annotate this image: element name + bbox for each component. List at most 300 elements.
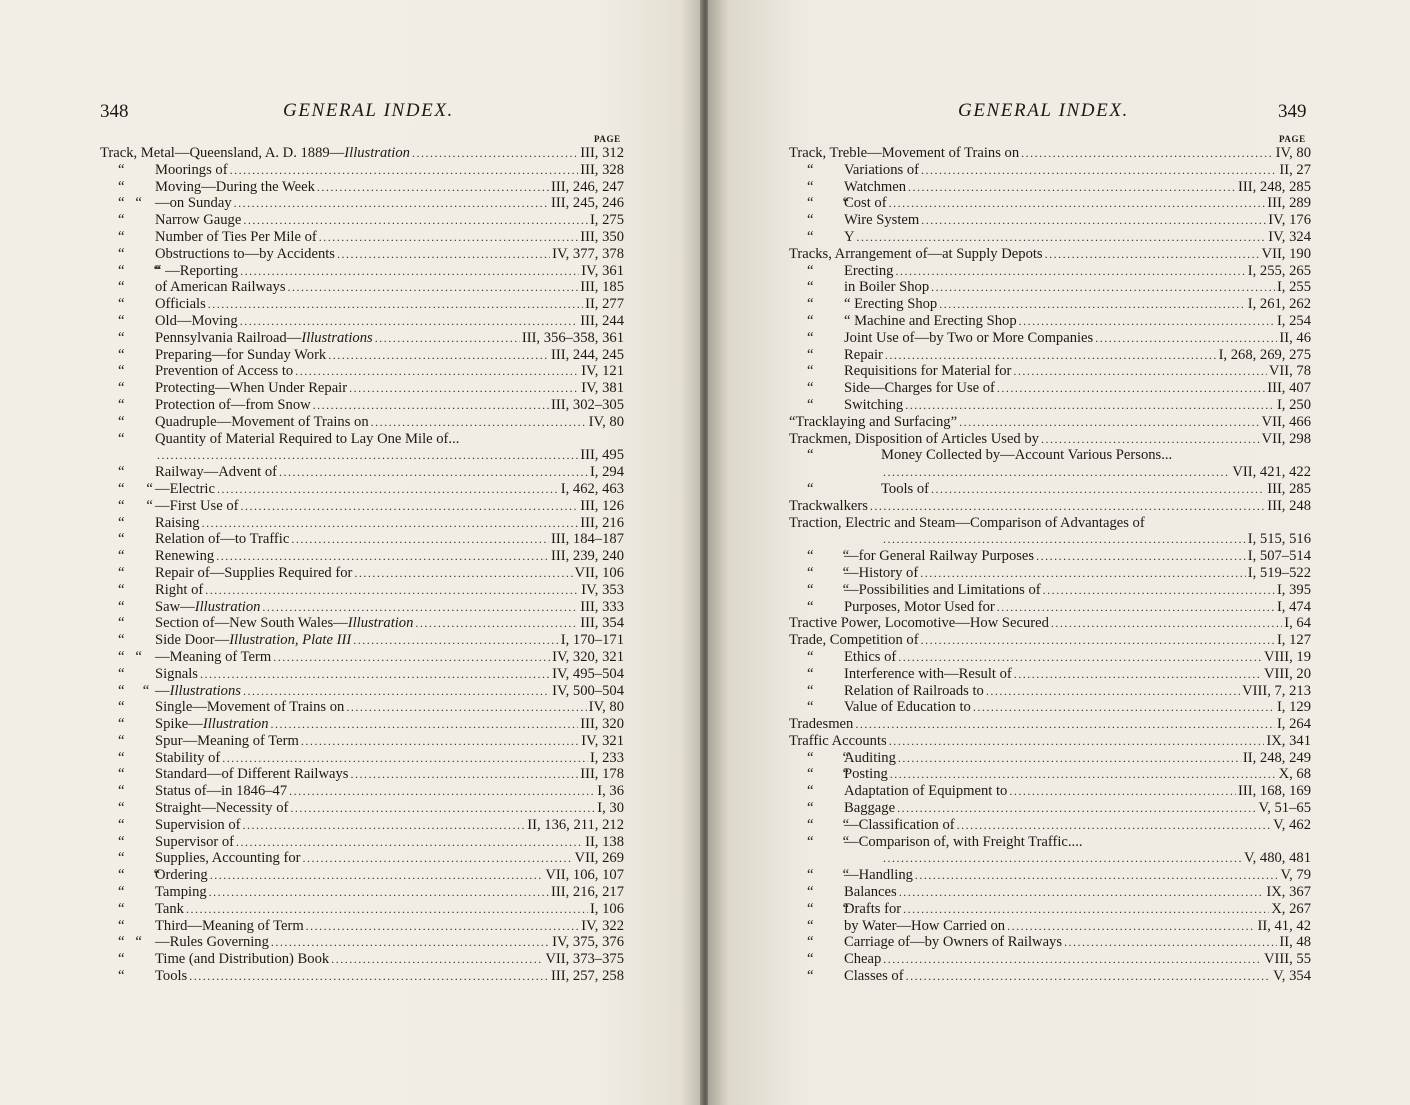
page-reference: I, 127 xyxy=(1276,632,1311,649)
index-entry xyxy=(100,296,624,313)
ditto-mark: “ xyxy=(118,833,125,850)
entry-text: Narrow Gauge xyxy=(155,212,242,229)
index-entry xyxy=(789,464,1311,481)
dot-leader xyxy=(209,884,549,901)
ditto-mark: “ “ xyxy=(118,648,142,665)
page-reference: IV, 495–504 xyxy=(552,665,624,682)
entry-text: Repair of—Supplies Required for xyxy=(155,564,353,581)
ditto-mark: “ xyxy=(118,598,125,615)
running-head: GENERAL INDEX. xyxy=(283,100,454,121)
index-entry xyxy=(100,817,624,834)
page-reference: VII, 106, 107 xyxy=(545,867,624,884)
dot-leader xyxy=(328,347,549,364)
dot-leader xyxy=(319,229,578,246)
ditto-mark: “ xyxy=(807,968,814,985)
ditto-mark: “ xyxy=(807,665,814,682)
ditto-mark: “ xyxy=(118,312,125,329)
dot-leader xyxy=(241,498,579,515)
page-reference: IV, 361 xyxy=(581,262,624,279)
dot-leader xyxy=(243,212,588,229)
index-entry xyxy=(100,750,624,767)
page-reference: VII, 269 xyxy=(574,850,624,867)
page-reference: IV, 321 xyxy=(581,732,624,749)
ditto-mark: “ “ xyxy=(807,564,850,581)
ditto-mark: “ “ xyxy=(807,548,850,565)
page-reference: III, 333 xyxy=(580,598,624,615)
entry-text: Balances xyxy=(844,884,897,901)
index-entry xyxy=(100,834,624,851)
index-entry xyxy=(789,901,1311,918)
index-entry xyxy=(789,834,1311,851)
ditto-mark: “ xyxy=(118,699,125,716)
entry-text: Baggage xyxy=(844,800,896,817)
entry-text: —Electric xyxy=(155,480,215,497)
page-reference: VII, 373–375 xyxy=(545,951,624,968)
dot-leader xyxy=(313,397,549,414)
entry-text: Spur—Meaning of Term xyxy=(155,732,299,749)
index-entry xyxy=(789,296,1311,313)
index-entry xyxy=(789,162,1311,179)
entry-text: Tools xyxy=(155,968,188,985)
index-entry xyxy=(789,195,1311,212)
ditto-mark: “ “ xyxy=(118,682,150,699)
index-entry xyxy=(789,649,1311,666)
page-reference: II, 27 xyxy=(1279,161,1311,178)
index-entry xyxy=(789,750,1311,767)
entry-text: Tradesmen xyxy=(789,716,854,733)
page-reference: IV, 375, 376 xyxy=(552,934,624,951)
index-entry xyxy=(789,212,1311,229)
index-entry xyxy=(100,464,624,481)
entry-text: of American Railways xyxy=(155,279,286,296)
page-reference: III, 126 xyxy=(580,497,624,514)
ditto-mark: “ xyxy=(118,296,125,313)
index-entry xyxy=(789,565,1311,582)
ditto-mark: “ “ xyxy=(807,581,850,598)
left-page xyxy=(0,0,702,1105)
entry-text: Section of—New South Wales—Illustration xyxy=(155,615,414,632)
page-reference: II, 248, 249 xyxy=(1242,749,1311,766)
entry-text: Number of Ties Per Mile of xyxy=(155,228,317,245)
entry-text: Ordering xyxy=(155,867,208,884)
page-reference: V, 480, 481 xyxy=(1243,850,1311,867)
page-reference: III, 350 xyxy=(580,228,624,245)
entry-text: Old—Moving xyxy=(155,312,238,329)
dot-leader xyxy=(303,850,573,867)
index-entry xyxy=(789,817,1311,834)
dot-leader xyxy=(262,599,578,616)
index-entry xyxy=(100,666,624,683)
page-reference: I, 233 xyxy=(589,749,624,766)
page-reference: III, 257, 258 xyxy=(551,968,624,985)
entry-text: Adaptation of Equipment to xyxy=(844,783,1008,800)
page-reference: VII, 190 xyxy=(1261,245,1311,262)
page-reference: III, 356–358, 361 xyxy=(521,329,624,346)
index-entry xyxy=(100,246,624,263)
entry-text: in Boiler Shop xyxy=(844,279,930,296)
ditto-mark: “ xyxy=(807,951,814,968)
dot-leader xyxy=(240,313,579,330)
index-entry xyxy=(789,330,1311,347)
index-entry xyxy=(789,263,1311,280)
dot-leader xyxy=(1007,918,1255,935)
page-reference: III, 285 xyxy=(1267,480,1311,497)
entry-text: “ —Reporting xyxy=(155,262,239,279)
entry-text: Tractive Power, Locomotive—How Secured xyxy=(789,615,1049,632)
page-reference: VII, 106 xyxy=(574,564,624,581)
page-reference: IV, 176 xyxy=(1268,212,1311,229)
ditto-mark: “ “ xyxy=(118,262,161,279)
page-reference: III, 246, 247 xyxy=(551,178,624,195)
page-reference: II, 46 xyxy=(1279,329,1311,346)
dot-leader xyxy=(973,699,1275,716)
page-reference: II, 48 xyxy=(1279,934,1311,951)
entry-text: Tracks, Arrangement of—at Supply Depots xyxy=(789,245,1043,262)
index-entry xyxy=(789,431,1311,448)
page-reference: VIII, 20 xyxy=(1263,665,1311,682)
ditto-mark: “ xyxy=(118,850,125,867)
index-entry xyxy=(789,531,1311,548)
entry-text: Auditing xyxy=(844,749,896,766)
index-entry xyxy=(789,783,1311,800)
page-reference: VII, 298 xyxy=(1261,430,1311,447)
ditto-mark: “ xyxy=(807,228,814,245)
dot-leader xyxy=(1064,934,1277,951)
ditto-mark: “ xyxy=(118,212,125,229)
page-reference: III, 239, 240 xyxy=(551,548,624,565)
entry-text: Time (and Distribution) Book xyxy=(155,951,330,968)
index-entry xyxy=(100,800,624,817)
index-entry xyxy=(789,699,1311,716)
dot-leader xyxy=(957,817,1271,834)
entry-text: —First Use of xyxy=(155,497,239,514)
dot-leader xyxy=(890,766,1277,783)
index-entry xyxy=(789,347,1311,364)
entry-text: Third—Meaning of Term xyxy=(155,917,304,934)
index-entry xyxy=(100,783,624,800)
entry-text: —Meaning of Term xyxy=(155,648,272,665)
page-reference: II, 41, 42 xyxy=(1257,917,1311,934)
ditto-mark: “ xyxy=(807,212,814,229)
index-entry xyxy=(789,447,1311,464)
entry-text: —Illustrations xyxy=(155,682,241,699)
page-reference: V, 51–65 xyxy=(1258,800,1311,817)
page-reference: IX, 341 xyxy=(1266,732,1311,749)
dot-leader xyxy=(271,716,579,733)
dot-leader xyxy=(271,934,550,951)
ditto-mark: “ xyxy=(118,380,125,397)
dot-leader xyxy=(301,733,579,750)
entry-text: Renewing xyxy=(155,548,215,565)
entry-text: Repair xyxy=(844,346,883,363)
dot-leader xyxy=(291,531,549,548)
index-entry xyxy=(100,582,624,599)
entry-text: Variations of xyxy=(844,161,919,178)
index-entry xyxy=(789,850,1311,867)
index-entry xyxy=(100,347,624,364)
dot-leader xyxy=(208,296,583,313)
dot-leader xyxy=(1009,783,1236,800)
dot-leader xyxy=(997,599,1275,616)
dot-leader xyxy=(240,263,579,280)
index-entry xyxy=(100,683,624,700)
index-entry xyxy=(100,951,624,968)
dot-leader xyxy=(222,750,588,767)
ditto-mark: “ xyxy=(118,245,125,262)
index-entry xyxy=(789,733,1311,750)
index-entry xyxy=(789,918,1311,935)
page-reference: VIII, 7, 213 xyxy=(1242,682,1311,699)
entry-text: Side—Charges for Use of xyxy=(844,380,995,397)
entry-text: Cost of xyxy=(844,195,887,212)
index-entry xyxy=(100,162,624,179)
entry-text: Posting xyxy=(844,766,888,783)
dot-leader xyxy=(1013,363,1266,380)
entry-text: Supervision of xyxy=(155,816,241,833)
page-reference: V, 354 xyxy=(1273,968,1311,985)
page-reference: I, 261, 262 xyxy=(1247,296,1311,313)
index-entry xyxy=(789,246,1311,263)
index-entry xyxy=(100,179,624,196)
dot-leader xyxy=(920,565,1246,582)
index-entry xyxy=(100,548,624,565)
dot-leader xyxy=(883,464,1230,481)
dot-leader xyxy=(157,447,578,464)
entry-text: Signals xyxy=(155,665,198,682)
entry-text: Y xyxy=(844,228,855,245)
ditto-mark: “ “ xyxy=(807,833,850,850)
index-entry xyxy=(100,934,624,951)
index-entry xyxy=(100,279,624,296)
ditto-mark: “ xyxy=(807,346,814,363)
index-entry xyxy=(100,531,624,548)
index-entry xyxy=(789,934,1311,951)
dot-leader xyxy=(375,330,520,347)
entry-text: Joint Use of—by Two or More Companies xyxy=(844,329,1094,346)
dot-leader xyxy=(915,867,1279,884)
dot-leader xyxy=(349,380,579,397)
entry-text: Carriage of—by Owners of Railways xyxy=(844,934,1063,951)
entry-text: —Classification of xyxy=(844,816,955,833)
index-entry xyxy=(789,599,1311,616)
index-entry xyxy=(100,498,624,515)
ditto-mark: “ xyxy=(807,262,814,279)
dot-leader xyxy=(337,246,550,263)
page-reference: I, 294 xyxy=(589,464,624,481)
entry-text: Cheap xyxy=(844,951,882,968)
entry-text: —Handling xyxy=(844,867,913,884)
entry-text: Requisitions for Material for xyxy=(844,363,1012,380)
page-reference: I, 64 xyxy=(1284,615,1311,632)
page-reference: I, 254 xyxy=(1276,312,1311,329)
index-entry xyxy=(100,447,624,464)
entry-text: Stability of xyxy=(155,749,221,766)
dot-leader xyxy=(346,699,586,716)
dot-leader xyxy=(1045,246,1260,263)
page-reference: III, 245, 246 xyxy=(551,195,624,212)
entry-text: Right of xyxy=(155,581,204,598)
index-entry xyxy=(100,363,624,380)
running-head: GENERAL INDEX. xyxy=(958,100,1129,121)
index-entry xyxy=(789,414,1311,431)
index-entry xyxy=(789,884,1311,901)
entry-text: Relation of—to Traffic xyxy=(155,531,290,548)
page-reference: III, 244 xyxy=(580,312,624,329)
entry-text: —Comparison of, with Freight Traffic.... xyxy=(844,833,1083,850)
index-entry xyxy=(789,498,1311,515)
page-reference: V, 462 xyxy=(1273,816,1311,833)
entry-text: Trade, Competition of xyxy=(789,632,919,649)
page-reference: I, 275 xyxy=(589,212,624,229)
dot-leader xyxy=(986,683,1240,700)
dot-leader xyxy=(234,195,549,212)
dot-leader xyxy=(905,397,1275,414)
dot-leader xyxy=(290,800,595,817)
ditto-mark: “ xyxy=(807,279,814,296)
dot-leader xyxy=(236,834,583,851)
entry-text: Standard—of Different Railways xyxy=(155,766,349,783)
index-entry xyxy=(789,800,1311,817)
dot-leader xyxy=(870,498,1265,515)
dot-leader xyxy=(230,162,579,179)
dot-leader xyxy=(371,414,587,431)
index-entry xyxy=(100,263,624,280)
entry-text: Spike—Illustration xyxy=(155,716,269,733)
ditto-mark: “ xyxy=(807,178,814,195)
entry-text: “ Machine and Erecting Shop xyxy=(844,312,1017,329)
index-entry xyxy=(100,884,624,901)
dot-leader xyxy=(939,296,1246,313)
page-reference: III, 320 xyxy=(580,716,624,733)
page-reference: III, 312 xyxy=(580,145,624,161)
index-entry xyxy=(789,716,1311,733)
ditto-mark: “ xyxy=(118,615,125,632)
page-number: 348 xyxy=(100,101,129,122)
dot-leader xyxy=(931,279,1275,296)
page-reference: IV, 80 xyxy=(1275,145,1311,161)
dot-leader xyxy=(210,867,544,884)
index-entry xyxy=(100,212,624,229)
entry-text: Classes of xyxy=(844,968,904,985)
ditto-mark: “ xyxy=(118,228,125,245)
page-reference: I, 106 xyxy=(589,900,624,917)
index-entry xyxy=(789,380,1311,397)
entry-text: by Water—How Carried on xyxy=(844,917,1006,934)
index-entry xyxy=(789,145,1311,162)
index-entry xyxy=(789,951,1311,968)
index-entry xyxy=(789,548,1311,565)
entry-text: Value of Education to xyxy=(844,699,971,716)
dot-leader xyxy=(243,683,550,700)
index-entry xyxy=(100,565,624,582)
ditto-mark: “ xyxy=(118,514,125,531)
page-reference: I, 30 xyxy=(597,800,624,817)
ditto-mark: “ xyxy=(118,564,125,581)
ditto-mark: “ “ xyxy=(118,195,142,212)
index-entry xyxy=(100,968,624,985)
ditto-mark: “ xyxy=(807,380,814,397)
page-reference: IV, 500–504 xyxy=(552,682,624,699)
ditto-mark: “ xyxy=(807,783,814,800)
ditto-mark: “ xyxy=(118,716,125,733)
page-reference: IV, 322 xyxy=(581,917,624,934)
ditto-mark: “ xyxy=(118,548,125,565)
ditto-mark: “ xyxy=(118,900,125,917)
page-reference: I, 462, 463 xyxy=(560,480,624,497)
dot-leader xyxy=(1095,330,1277,347)
entry-text: Trackmen, Disposition of Articles Used by xyxy=(789,430,1039,447)
index-entry xyxy=(100,431,624,448)
index-entry xyxy=(789,313,1311,330)
page-reference: III, 289 xyxy=(1267,195,1311,212)
index-entry xyxy=(100,380,624,397)
entry-text: Money Collected by—Account Various Persons... xyxy=(881,447,1173,464)
page-reference: I, 255, 265 xyxy=(1247,262,1311,279)
ditto-mark: “ xyxy=(118,884,125,901)
dot-leader xyxy=(857,229,1267,246)
entry-text: “Tracklaying and Surfacing” xyxy=(789,413,958,430)
right-page xyxy=(708,0,1410,1105)
index-entry xyxy=(100,867,624,884)
ditto-mark: “ xyxy=(118,800,125,817)
index-entry xyxy=(100,766,624,783)
dot-leader xyxy=(883,531,1246,548)
ditto-mark: “ xyxy=(807,699,814,716)
index-entry xyxy=(100,330,624,347)
page-reference: IV, 320, 321 xyxy=(552,648,624,665)
ditto-mark: “ xyxy=(807,363,814,380)
entry-text: Pennsylvania Railroad—Illustrations xyxy=(155,329,373,346)
dot-leader xyxy=(1019,313,1275,330)
ditto-mark: “ xyxy=(118,396,125,413)
ditto-mark: “ xyxy=(118,178,125,195)
page-reference: IV, 353 xyxy=(581,581,624,598)
ditto-mark: “ xyxy=(118,766,125,783)
entry-text: Supplies, Accounting for xyxy=(155,850,301,867)
ditto-mark: “ xyxy=(118,581,125,598)
dot-leader xyxy=(1051,615,1282,632)
ditto-mark: “ “ xyxy=(807,749,850,766)
entry-text: Traffic Accounts xyxy=(789,732,887,749)
entry-text: Tools of xyxy=(881,480,930,497)
entry-text: Side Door—Illustration, Plate III xyxy=(155,632,352,649)
page-reference: III, 495 xyxy=(580,447,624,464)
dot-leader xyxy=(1043,582,1275,599)
entry-text: Saw—Illustration xyxy=(155,598,261,615)
dot-leader xyxy=(289,783,595,800)
page-reference: III, 168, 169 xyxy=(1238,783,1311,800)
dot-leader xyxy=(331,951,543,968)
page-reference: III, 407 xyxy=(1267,380,1311,397)
dot-leader xyxy=(217,481,559,498)
dot-leader xyxy=(279,464,588,481)
page-number: 349 xyxy=(1278,101,1307,122)
index-entry xyxy=(100,414,624,431)
index-entry-list xyxy=(100,145,624,985)
entry-text: Purposes, Motor Used for xyxy=(844,598,995,615)
index-entry xyxy=(100,901,624,918)
index-entry xyxy=(100,632,624,649)
dot-leader xyxy=(906,968,1272,985)
entry-text: Relation of Railroads to xyxy=(844,682,984,699)
page-reference: II, 136, 211, 212 xyxy=(527,816,624,833)
entry-text: Quantity of Material Required to Lay One Mile of... xyxy=(155,430,460,447)
page-reference: IV, 324 xyxy=(1268,228,1311,245)
entry-text: —Possibilities and Limitations of xyxy=(844,581,1041,598)
ditto-mark: “ xyxy=(118,783,125,800)
dot-leader xyxy=(205,582,579,599)
index-entry xyxy=(789,615,1311,632)
